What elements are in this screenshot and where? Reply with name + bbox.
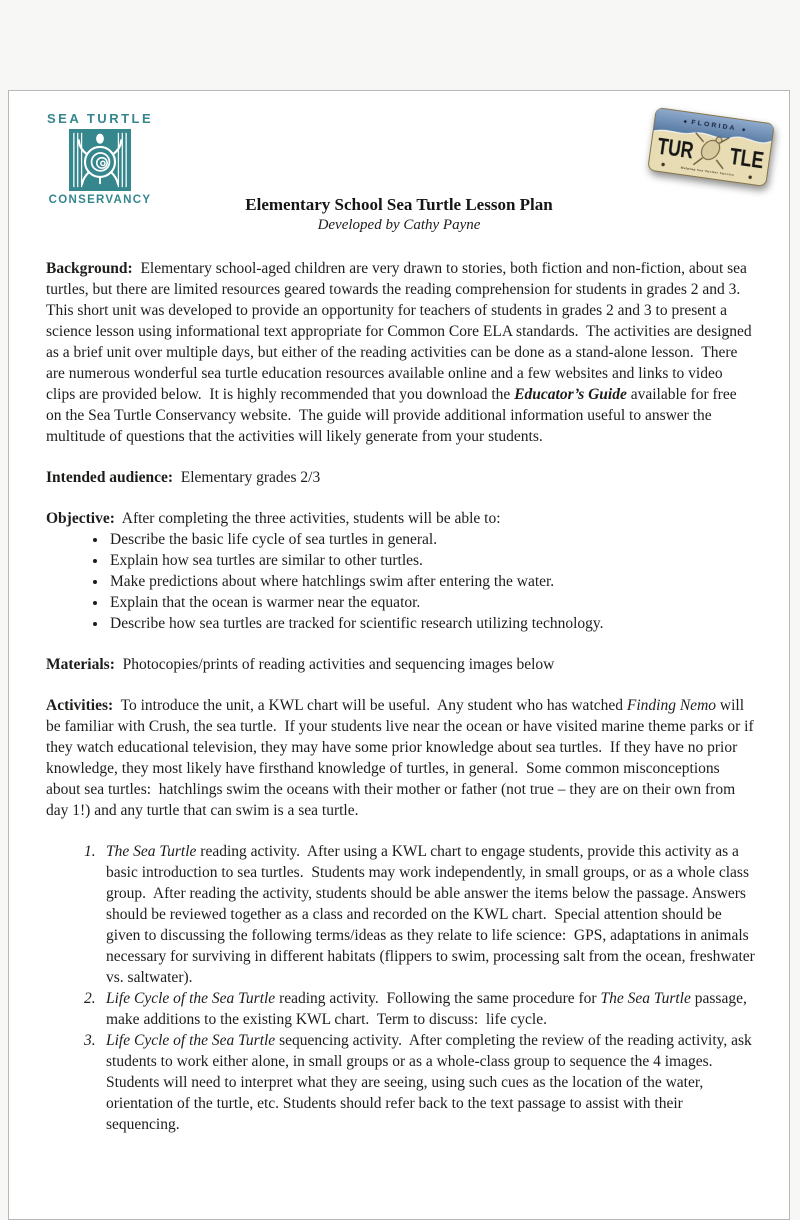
plate-diamond-left: ◆ <box>683 118 688 124</box>
activity-item-1: 1. The Sea Turtle reading activity. After using a KWL chart to engage students, provide this activity as a basic introduction to sea turtles. Students may work independently, in small groups, or as a whole class group. After reading the activity, students should be able answer the items below the passage. Answers should be reviewed together as a class and recorded on the KWL chart. Special attention should be given to discussing the following terms/ideas as they relate to life science: GPS, adaptations in animals necessary for surviving in different habitats (flippers to swim, processing salt from the ocean, freshwater vs. saltwater). <box>84 843 759 986</box>
activities-paragraph: Activities: To introduce the unit, a KWL chart will be useful. Any student who has watched Finding Nemo will be familiar with Crush, the sea turtle. If your students live near the ocean or have visited marine theme parks or if they watch educational television, they may have some prior knowledge about sea turtles. If they have no prior knowledge, they most likely have firsthand knowledge of turtles, in general. Some common misconceptions about sea turtles: hatchlings swim the oceans with their mother or father (not true – they are on their own from day 1!) and any turtle that can swim is a sea turtle. <box>46 697 758 819</box>
objective-item: • Explain how sea turtles are similar to other turtles. <box>108 550 755 571</box>
activities-label: Activities: <box>46 697 114 714</box>
objective-item: • Describe the basic life cycle of sea turtles in general. <box>108 529 755 550</box>
page-subtitle: Developed by Cathy Payne <box>317 217 481 233</box>
objective-item: • Make predictions about where hatchlings swim after entering the water. <box>108 571 755 592</box>
background-label: Background: <box>46 260 133 277</box>
objective-item: • Describe how sea turtles are tracked for scientific research utilizing technology. <box>108 613 755 634</box>
list-number: 2. <box>84 990 96 1007</box>
sea-turtle-conservancy-logo <box>47 111 153 206</box>
activity-item-2: 2. Life Cycle of the Sea Turtle reading activity. Following the same procedure for The Sea Turtle passage, make additions to the existing KWL chart. Term to discuss: life cycle. <box>84 990 751 1028</box>
objective-item: • Explain that the ocean is warmer near the equator. <box>108 592 755 613</box>
intended-audience-label: Intended audience: <box>46 469 174 486</box>
list-number: 3. <box>84 1032 96 1049</box>
document-page <box>8 90 790 1220</box>
background-paragraph: Background: Elementary school-aged children are very drawn to stories, both fiction and non-fiction, about sea turtles, but there are limited resources geared towards the reading comprehension for students in grades 2 and 3. This short unit was developed to provide an opportunity for teachers of students in grades 2 and 3 to present a science lesson using informational text appropriate for Common Core ELA standards. The activities are designed as a brief unit over multiple days, but either of the reading activities can be done as a stand-alone lesson. There are numerous wonderful sea turtle education resources available online and a few websites and links to video clips are provided below. It is highly recommended that you download the Educator’s Guide available for free on the Sea Turtle Conservancy website. The guide will provide additional information useful to answer the multitude of questions that the activities will likely generate from your students. <box>46 260 756 445</box>
materials-label: Materials: <box>46 656 115 673</box>
page-title: Elementary School Sea Turtle Lesson Plan <box>245 195 553 214</box>
logo-text-conservancy: CONSERVANCY <box>48 194 152 206</box>
activity-list <box>46 841 759 1135</box>
materials-paragraph: Materials: Photocopies/prints of reading activities and sequencing images below <box>46 656 555 673</box>
document-body <box>46 258 759 1135</box>
objective-label: Objective: <box>46 510 115 527</box>
logo-text-sea-turtle: SEA TURTLE <box>47 111 154 126</box>
plate-diamond-right: ◆ <box>741 126 746 133</box>
activity-item-3: 3. Life Cycle of the Sea Turtle sequencing activity. After completing the review of the reading activity, ask students to work either alone, in small groups or as a whole-class group to sequence the 4 images. Students will need to interpret what they are seeing, using such cues as the location of the water, orientation of the turtle, etc. Students should refer back to the text passage to assist with their sequencing. <box>84 1032 756 1133</box>
objective-paragraph: Objective: After completing the three activities, students will be able to: <box>46 510 501 527</box>
plate-state-label: FLORIDA <box>690 119 738 133</box>
turtle-icon <box>69 129 131 191</box>
objective-list <box>46 529 755 634</box>
plate-text-tle: TLE <box>728 142 775 175</box>
plate-caption: Helping Sea Turtles Survive <box>680 165 735 177</box>
list-number: 1. <box>84 843 96 860</box>
plate-text-tur: TUR <box>655 132 707 166</box>
educators-guide-reference: Educator’s Guide <box>514 386 627 403</box>
intended-audience-paragraph: Intended audience: Elementary grades 2/3 <box>46 469 321 486</box>
finding-nemo-reference: Finding Nemo <box>626 697 717 714</box>
